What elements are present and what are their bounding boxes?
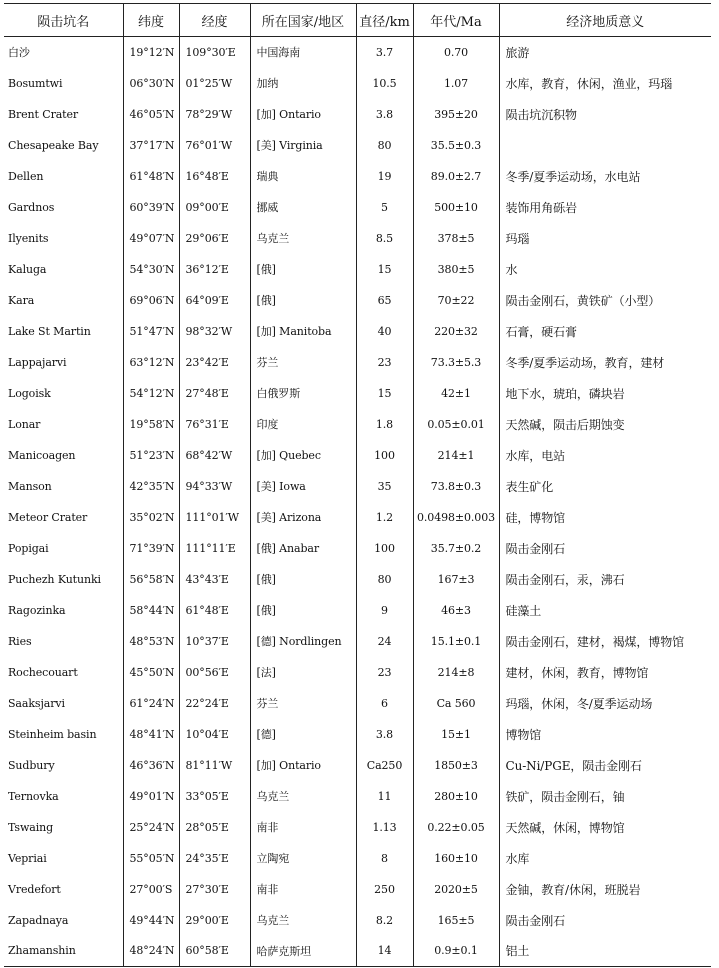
- latitude-cell: 48°53′N: [123, 626, 179, 657]
- diameter-cell: 3.8: [356, 719, 413, 750]
- diameter-cell: 250: [356, 874, 413, 905]
- longitude-cell: 29°00′E: [179, 905, 250, 936]
- table-row: [4, 37, 711, 68]
- latitude-cell: 51°23′N: [123, 440, 179, 471]
- longitude-cell: 10°37′E: [179, 626, 250, 657]
- age-cell: 220±32: [413, 316, 499, 347]
- table-row: [4, 595, 711, 626]
- crater-name-cell: Zapadnaya: [4, 905, 123, 936]
- age-cell: 378±5: [413, 223, 499, 254]
- significance-cell: 陨击金刚石，汞，沸石: [505, 572, 625, 587]
- latitude-cell: 06°30′N: [123, 68, 179, 99]
- table-row: [4, 936, 711, 967]
- table-row: [4, 378, 711, 409]
- significance-cell: 水库: [505, 851, 530, 866]
- diameter-cell: 35: [356, 471, 413, 502]
- crater-name-cell: Lonar: [4, 409, 123, 440]
- age-cell: 380±5: [413, 254, 499, 285]
- diameter-cell: 23: [356, 657, 413, 688]
- location-cell: [美] Virginia: [250, 130, 356, 161]
- age-cell: 1.07: [413, 68, 499, 99]
- longitude-cell: 01°25′W: [179, 68, 250, 99]
- location-cell: 芬兰: [250, 688, 356, 719]
- crater-name-cell: Logoisk: [4, 378, 123, 409]
- significance-cell: 水库，教育，休闲，渔业，玛瑙: [505, 76, 673, 91]
- significance-cell: 陨击金刚石: [505, 541, 566, 556]
- table-row: [4, 750, 711, 781]
- significance-cell: 建材，休闲，教育，博物馆: [505, 665, 649, 680]
- diameter-cell: 10.5: [356, 68, 413, 99]
- crater-name-cell: Tswaing: [4, 812, 123, 843]
- significance-cell: 冬季/夏季运动场，水电站: [505, 169, 641, 184]
- age-cell: 214±1: [413, 440, 499, 471]
- age-cell: 73.3±5.3: [413, 347, 499, 378]
- age-cell: 15±1: [413, 719, 499, 750]
- location-cell: 芬兰: [250, 347, 356, 378]
- location-cell: 瑞典: [250, 161, 356, 192]
- age-cell: 214±8: [413, 657, 499, 688]
- header-longitude: 经度: [179, 4, 250, 37]
- location-cell: 南非: [250, 874, 356, 905]
- crater-name-cell: Brent Crater: [4, 99, 123, 130]
- significance-cell: 陨击坑沉积物: [505, 107, 577, 122]
- table-row: [4, 130, 711, 161]
- diameter-cell: 9: [356, 595, 413, 626]
- location-cell: [加] Quebec: [250, 440, 356, 471]
- location-cell: [美] Iowa: [250, 471, 356, 502]
- longitude-cell: 27°30′E: [179, 874, 250, 905]
- crater-name-cell: 白沙: [4, 37, 123, 68]
- table-body: [4, 37, 711, 967]
- age-cell: 0.0498±0.003: [413, 502, 499, 533]
- age-cell: 165±5: [413, 905, 499, 936]
- significance-cell: 装饰用角砾岩: [505, 200, 577, 215]
- significance-cell: 金铀，教育/休闲，班脱岩: [505, 882, 641, 897]
- significance-cell: 玛瑙: [505, 231, 530, 246]
- crater-name-cell: Gardnos: [4, 192, 123, 223]
- crater-name-cell: Dellen: [4, 161, 123, 192]
- age-cell: 395±20: [413, 99, 499, 130]
- latitude-cell: 49°07′N: [123, 223, 179, 254]
- latitude-cell: 61°48′N: [123, 161, 179, 192]
- longitude-cell: 33°05′E: [179, 781, 250, 812]
- longitude-cell: 109°30′E: [179, 37, 250, 68]
- location-cell: 中国海南: [250, 37, 356, 68]
- longitude-cell: 23°42′E: [179, 347, 250, 378]
- crater-name-cell: Lake St Martin: [4, 316, 123, 347]
- diameter-cell: 3.7: [356, 37, 413, 68]
- location-cell: 立陶宛: [250, 843, 356, 874]
- significance-cell: 表生矿化: [505, 479, 554, 494]
- location-cell: 哈萨克斯坦: [250, 936, 356, 967]
- table-row: [4, 409, 711, 440]
- location-cell: [俄]: [250, 595, 356, 626]
- longitude-cell: 76°31′E: [179, 409, 250, 440]
- table-row: [4, 874, 711, 905]
- table-row: [4, 223, 711, 254]
- latitude-cell: 19°58′N: [123, 409, 179, 440]
- latitude-cell: 46°05′N: [123, 99, 179, 130]
- diameter-cell: 40: [356, 316, 413, 347]
- diameter-cell: Ca250: [356, 750, 413, 781]
- crater-name-cell: Ries: [4, 626, 123, 657]
- crater-name-cell: Manicoagen: [4, 440, 123, 471]
- age-cell: 280±10: [413, 781, 499, 812]
- longitude-cell: 36°12′E: [179, 254, 250, 285]
- table-row: [4, 657, 711, 688]
- table-row: [4, 440, 711, 471]
- diameter-cell: 100: [356, 533, 413, 564]
- diameter-cell: 19: [356, 161, 413, 192]
- diameter-cell: 8.5: [356, 223, 413, 254]
- longitude-cell: 60°58′E: [179, 936, 250, 967]
- diameter-cell: 3.8: [356, 99, 413, 130]
- longitude-cell: 09°00′E: [179, 192, 250, 223]
- age-cell: 167±3: [413, 564, 499, 595]
- crater-name-cell: Kaluga: [4, 254, 123, 285]
- longitude-cell: 27°48′E: [179, 378, 250, 409]
- longitude-cell: 43°43′E: [179, 564, 250, 595]
- location-cell: [加] Ontario: [250, 99, 356, 130]
- crater-name-cell: Lappajarvi: [4, 347, 123, 378]
- age-cell: 1850±3: [413, 750, 499, 781]
- longitude-cell: 64°09′E: [179, 285, 250, 316]
- location-cell: 加纳: [250, 68, 356, 99]
- diameter-cell: 8: [356, 843, 413, 874]
- diameter-cell: 23: [356, 347, 413, 378]
- latitude-cell: 42°35′N: [123, 471, 179, 502]
- latitude-cell: 55°05′N: [123, 843, 179, 874]
- header-crater-name: 陨击坑名: [4, 4, 123, 37]
- table-row: [4, 905, 711, 936]
- table-row: [4, 285, 711, 316]
- location-cell: 乌克兰: [250, 223, 356, 254]
- latitude-cell: 56°58′N: [123, 564, 179, 595]
- crater-name-cell: Ragozinka: [4, 595, 123, 626]
- longitude-cell: 00°56′E: [179, 657, 250, 688]
- crater-name-cell: Bosumtwi: [4, 68, 123, 99]
- latitude-cell: 54°30′N: [123, 254, 179, 285]
- crater-name-cell: Zhamanshin: [4, 936, 123, 967]
- significance-cell: 水: [505, 262, 518, 277]
- crater-table-container: [4, 3, 711, 967]
- significance-cell: 铁矿，陨击金刚石，铀: [505, 789, 625, 804]
- significance-cell: 天然碱，休闲，博物馆: [505, 820, 625, 835]
- latitude-cell: 61°24′N: [123, 688, 179, 719]
- significance-cell: 博物馆: [505, 727, 542, 742]
- location-cell: [俄] Anabar: [250, 533, 356, 564]
- crater-name-cell: Steinheim basin: [4, 719, 123, 750]
- longitude-cell: 61°48′E: [179, 595, 250, 626]
- diameter-cell: 11: [356, 781, 413, 812]
- table-row: [4, 719, 711, 750]
- latitude-cell: 37°17′N: [123, 130, 179, 161]
- table-row: [4, 812, 711, 843]
- crater-name-cell: Manson: [4, 471, 123, 502]
- table-row: [4, 781, 711, 812]
- age-cell: 89.0±2.7: [413, 161, 499, 192]
- age-cell: 0.05±0.01: [413, 409, 499, 440]
- table-row: [4, 99, 711, 130]
- location-cell: [俄]: [250, 564, 356, 595]
- age-cell: Ca 560: [413, 688, 499, 719]
- table-row: [4, 843, 711, 874]
- significance-cell: 冬季/夏季运动场，教育，建材: [505, 355, 665, 370]
- crater-name-cell: Ternovka: [4, 781, 123, 812]
- latitude-cell: 71°39′N: [123, 533, 179, 564]
- significance-cell: 玛瑙，休闲，冬/夏季运动场: [505, 696, 653, 711]
- age-cell: 0.70: [413, 37, 499, 68]
- table-row: [4, 68, 711, 99]
- diameter-cell: 15: [356, 254, 413, 285]
- longitude-cell: 78°29′W: [179, 99, 250, 130]
- table-row: [4, 316, 711, 347]
- significance-cell: 陨击金刚石: [505, 913, 566, 928]
- significance-cell: 石膏，硬石膏: [505, 324, 577, 339]
- latitude-cell: 69°06′N: [123, 285, 179, 316]
- crater-name-cell: Kara: [4, 285, 123, 316]
- crater-name-cell: Chesapeake Bay: [4, 130, 123, 161]
- age-cell: 15.1±0.1: [413, 626, 499, 657]
- longitude-cell: 76°01′W: [179, 130, 250, 161]
- age-cell: 0.9±0.1: [413, 936, 499, 967]
- diameter-cell: 14: [356, 936, 413, 967]
- header-latitude: 纬度: [123, 4, 179, 37]
- crater-name-cell: Vepriai: [4, 843, 123, 874]
- crater-name-cell: Meteor Crater: [4, 502, 123, 533]
- table-row: [4, 347, 711, 378]
- crater-name-cell: Popigai: [4, 533, 123, 564]
- longitude-cell: 28°05′E: [179, 812, 250, 843]
- latitude-cell: 63°12′N: [123, 347, 179, 378]
- significance-cell: 天然碱，陨击后期蚀变: [505, 417, 625, 432]
- location-cell: [加] Manitoba: [250, 316, 356, 347]
- diameter-cell: 8.2: [356, 905, 413, 936]
- header-diameter: 直径/km: [356, 4, 413, 37]
- longitude-cell: 16°48′E: [179, 161, 250, 192]
- significance-cell: 硅藻土: [505, 603, 542, 618]
- latitude-cell: 25°24′N: [123, 812, 179, 843]
- table-row: [4, 533, 711, 564]
- table-row: [4, 688, 711, 719]
- significance-cell: 硅，博物馆: [505, 510, 566, 525]
- age-cell: 2020±5: [413, 874, 499, 905]
- significance-cell: 铝土: [499, 936, 711, 967]
- location-cell: 乌克兰: [250, 781, 356, 812]
- significance-cell: 陨击金刚石，黄铁矿（小型）: [505, 293, 661, 308]
- header-location: 所在国家/地区: [250, 4, 356, 37]
- longitude-cell: 111°11′E: [179, 533, 250, 564]
- longitude-cell: 68°42′W: [179, 440, 250, 471]
- table-row: [4, 161, 711, 192]
- significance-cell: [499, 130, 711, 161]
- crater-name-cell: Puchezh Kutunki: [4, 564, 123, 595]
- header-significance: 经济地质意义: [499, 4, 711, 37]
- longitude-cell: 111°01′W: [179, 502, 250, 533]
- longitude-cell: 24°35′E: [179, 843, 250, 874]
- table-row: [4, 471, 711, 502]
- diameter-cell: 100: [356, 440, 413, 471]
- table-row: [4, 192, 711, 223]
- latitude-cell: 48°24′N: [123, 936, 179, 967]
- location-cell: 印度: [250, 409, 356, 440]
- location-cell: [俄]: [250, 285, 356, 316]
- age-cell: 73.8±0.3: [413, 471, 499, 502]
- longitude-cell: 22°24′E: [179, 688, 250, 719]
- crater-name-cell: Vredefort: [4, 874, 123, 905]
- latitude-cell: 48°41′N: [123, 719, 179, 750]
- longitude-cell: 29°06′E: [179, 223, 250, 254]
- location-cell: 白俄罗斯: [250, 378, 356, 409]
- latitude-cell: 35°02′N: [123, 502, 179, 533]
- crater-name-cell: Rochecouart: [4, 657, 123, 688]
- age-cell: 0.22±0.05: [413, 812, 499, 843]
- location-cell: 乌克兰: [250, 905, 356, 936]
- significance-cell: 陨击金刚石，建材，褐煤，博物馆: [505, 634, 685, 649]
- table-row: [4, 254, 711, 285]
- location-cell: 南非: [250, 812, 356, 843]
- latitude-cell: 51°47′N: [123, 316, 179, 347]
- longitude-cell: 10°04′E: [179, 719, 250, 750]
- longitude-cell: 81°11′W: [179, 750, 250, 781]
- age-cell: 35.5±0.3: [413, 130, 499, 161]
- diameter-cell: 24: [356, 626, 413, 657]
- significance-cell: 水库，电站: [505, 448, 566, 463]
- diameter-cell: 65: [356, 285, 413, 316]
- diameter-cell: 1.8: [356, 409, 413, 440]
- crater-name-cell: Sudbury: [4, 750, 123, 781]
- age-cell: 500±10: [413, 192, 499, 223]
- diameter-cell: 1.2: [356, 502, 413, 533]
- diameter-cell: 80: [356, 564, 413, 595]
- table-header-row: [4, 4, 711, 37]
- diameter-cell: 5: [356, 192, 413, 223]
- age-cell: 42±1: [413, 378, 499, 409]
- significance-cell: 旅游: [505, 45, 530, 60]
- header-age: 年代/Ma: [413, 4, 499, 37]
- latitude-cell: 60°39′N: [123, 192, 179, 223]
- location-cell: [德] Nordlingen: [250, 626, 356, 657]
- longitude-cell: 98°32′W: [179, 316, 250, 347]
- latitude-cell: 46°36′N: [123, 750, 179, 781]
- diameter-cell: 1.13: [356, 812, 413, 843]
- impact-crater-table: [4, 3, 711, 967]
- age-cell: 70±22: [413, 285, 499, 316]
- age-cell: 35.7±0.2: [413, 533, 499, 564]
- location-cell: [法]: [250, 657, 356, 688]
- age-cell: 46±3: [413, 595, 499, 626]
- table-row: [4, 502, 711, 533]
- latitude-cell: 49°01′N: [123, 781, 179, 812]
- location-cell: [俄]: [250, 254, 356, 285]
- location-cell: 挪威: [250, 192, 356, 223]
- location-cell: [美] Arizona: [250, 502, 356, 533]
- location-cell: [德]: [250, 719, 356, 750]
- latitude-cell: 49°44′N: [123, 905, 179, 936]
- latitude-cell: 45°50′N: [123, 657, 179, 688]
- table-row: [4, 564, 711, 595]
- significance-cell: Cu-Ni/PGE，陨击金刚石: [505, 758, 642, 773]
- longitude-cell: 94°33′W: [179, 471, 250, 502]
- latitude-cell: 58°44′N: [123, 595, 179, 626]
- crater-name-cell: Saaksjarvi: [4, 688, 123, 719]
- crater-name-cell: Ilyenits: [4, 223, 123, 254]
- latitude-cell: 54°12′N: [123, 378, 179, 409]
- latitude-cell: 19°12′N: [123, 37, 179, 68]
- diameter-cell: 6: [356, 688, 413, 719]
- significance-cell: 地下水，琥珀，磷块岩: [505, 386, 625, 401]
- diameter-cell: 80: [356, 130, 413, 161]
- location-cell: [加] Ontario: [250, 750, 356, 781]
- table-row: [4, 626, 711, 657]
- latitude-cell: 27°00′S: [123, 874, 179, 905]
- diameter-cell: 15: [356, 378, 413, 409]
- age-cell: 160±10: [413, 843, 499, 874]
